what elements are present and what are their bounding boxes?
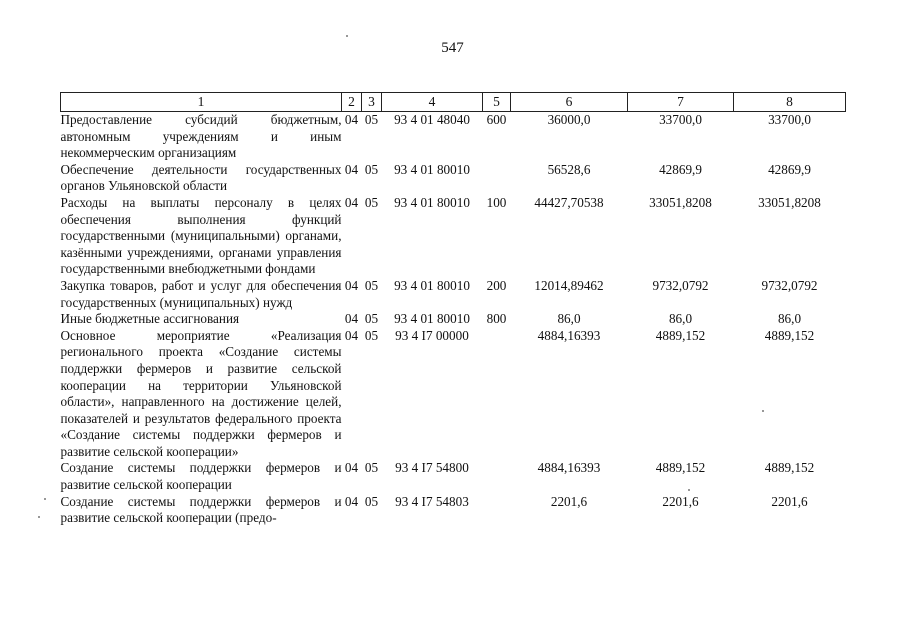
amount-col6: 36000,0: [547, 112, 591, 127]
expense-type-code: 800: [486, 311, 507, 327]
section-code: 04: [344, 194, 359, 210]
target-article-code: 93 4 01 80010: [394, 194, 470, 210]
section-code: 04: [344, 327, 359, 343]
amount-col7: 9732,0792: [652, 277, 709, 293]
expense-name: Расходы на выплаты персоналу в целях обеспечения выполнения функций государственными (муниципальными) органами, казёнными учреждениями, органами управления государственными внебюджетными фондами: [60, 194, 342, 277]
section-code: 04: [344, 311, 359, 327]
scan-speck: [44, 498, 46, 500]
amount-col6: 44427,70538: [534, 194, 604, 210]
amount-col6: 4884,16393: [537, 460, 601, 476]
amount-col8: 4889,152: [764, 460, 815, 476]
scan-speck: [762, 410, 764, 412]
table-header-row: [61, 93, 846, 112]
expense-type-code: 100: [486, 194, 507, 210]
target-article-code: 93 4 I7 54803: [395, 493, 469, 509]
subsection-code: 05: [364, 194, 379, 210]
amount-col7: 33700,0: [659, 112, 702, 127]
column-header: 4: [382, 93, 483, 112]
amount-col8: 33051,8208: [758, 194, 821, 210]
table-row: [61, 460, 846, 493]
amount-col7: 33051,8208: [649, 194, 712, 210]
amount-col6: 2201,6: [550, 493, 588, 509]
column-header: 1: [61, 93, 342, 112]
scan-speck: [688, 489, 690, 491]
amount-col6: 4884,16393: [537, 327, 601, 343]
section-code: 04: [344, 277, 359, 293]
amount-col7: 2201,6: [662, 493, 699, 509]
table-row: [61, 311, 846, 328]
expense-type-code: [483, 328, 511, 461]
section-code: 04: [344, 493, 359, 509]
expense-name: Обеспечение деятельности государственных органов Ульяновской области: [60, 161, 342, 194]
amount-col7: 4889,152: [655, 327, 706, 343]
table-row: [61, 112, 846, 162]
table-row: [61, 195, 846, 278]
expense-type-code: [483, 162, 511, 195]
table-row: [61, 328, 846, 461]
expense-name: Иные бюджетные ассигнования: [60, 311, 240, 327]
column-header: 8: [734, 93, 846, 112]
amount-col6: 12014,89462: [534, 277, 604, 293]
target-article-code: 93 4 01 48040: [394, 112, 470, 127]
amount-col7: 86,0: [668, 311, 693, 327]
table-row: [61, 278, 846, 311]
target-article-code: 93 4 01 80010: [394, 161, 470, 177]
expense-type-code: 600: [486, 112, 507, 127]
section-code: 04: [344, 460, 359, 476]
amount-col8: 42869,9: [768, 161, 811, 177]
amount-col7: 4889,152: [655, 460, 706, 476]
subsection-code: 05: [364, 112, 379, 127]
scan-speck: [346, 35, 348, 37]
expense-type-code: [483, 460, 511, 493]
target-article-code: 93 4 01 80010: [394, 277, 470, 293]
subsection-code: 05: [364, 460, 379, 476]
scan-speck: [38, 516, 40, 518]
amount-col8: 86,0: [777, 311, 802, 327]
amount-col7: 42869,9: [659, 161, 702, 177]
amount-col6: 56528,6: [547, 161, 591, 177]
column-header: 6: [511, 93, 628, 112]
subsection-code: 05: [364, 327, 379, 343]
amount-col8: 33700,0: [768, 112, 811, 127]
amount-col8: 2201,6: [771, 493, 808, 509]
target-article-code: 93 4 01 80010: [394, 311, 470, 327]
section-code: 04: [344, 112, 359, 127]
column-header: 7: [628, 93, 734, 112]
expense-name: Закупка товаров, работ и услуг для обеспечения государственных (муниципальных) нужд: [60, 277, 342, 310]
subsection-code: 05: [364, 311, 379, 327]
target-article-code: 93 4 I7 00000: [395, 327, 469, 343]
amount-col8: 4889,152: [764, 327, 815, 343]
column-header: 3: [362, 93, 382, 112]
expense-type-code: [483, 494, 511, 527]
table-row: [61, 494, 846, 527]
subsection-code: 05: [364, 161, 379, 177]
table-row: [61, 162, 846, 195]
amount-col8: 9732,0792: [761, 277, 818, 293]
section-code: 04: [344, 161, 359, 177]
expense-type-code: 200: [486, 277, 507, 293]
column-header: 2: [342, 93, 362, 112]
amount-col6: 86,0: [557, 311, 581, 327]
page-number: 547: [441, 40, 464, 56]
expense-name: Предоставление субсидий бюджетным, автономным учреждениям и иным некоммерческим организациям: [60, 112, 342, 161]
budget-table: [60, 92, 846, 527]
expense-name: Создание системы поддержки фермеров и развитие сельской кооперации (предо-: [60, 493, 342, 526]
subsection-code: 05: [364, 493, 379, 509]
expense-name: Основное мероприятие «Реализация регионального проекта «Создание системы поддержки фермеров и развитие сельской кооперации на территории Ульяновской области», направленного на достижение целей, показателей и результатов федерального проекта «Создание системы поддержки фермеров и развитие сельской кооперации»: [60, 327, 342, 459]
subsection-code: 05: [364, 277, 379, 293]
expense-name: Создание системы поддержки фермеров и развитие сельской кооперации: [60, 460, 342, 493]
column-header: 5: [483, 93, 511, 112]
target-article-code: 93 4 I7 54800: [395, 460, 469, 476]
